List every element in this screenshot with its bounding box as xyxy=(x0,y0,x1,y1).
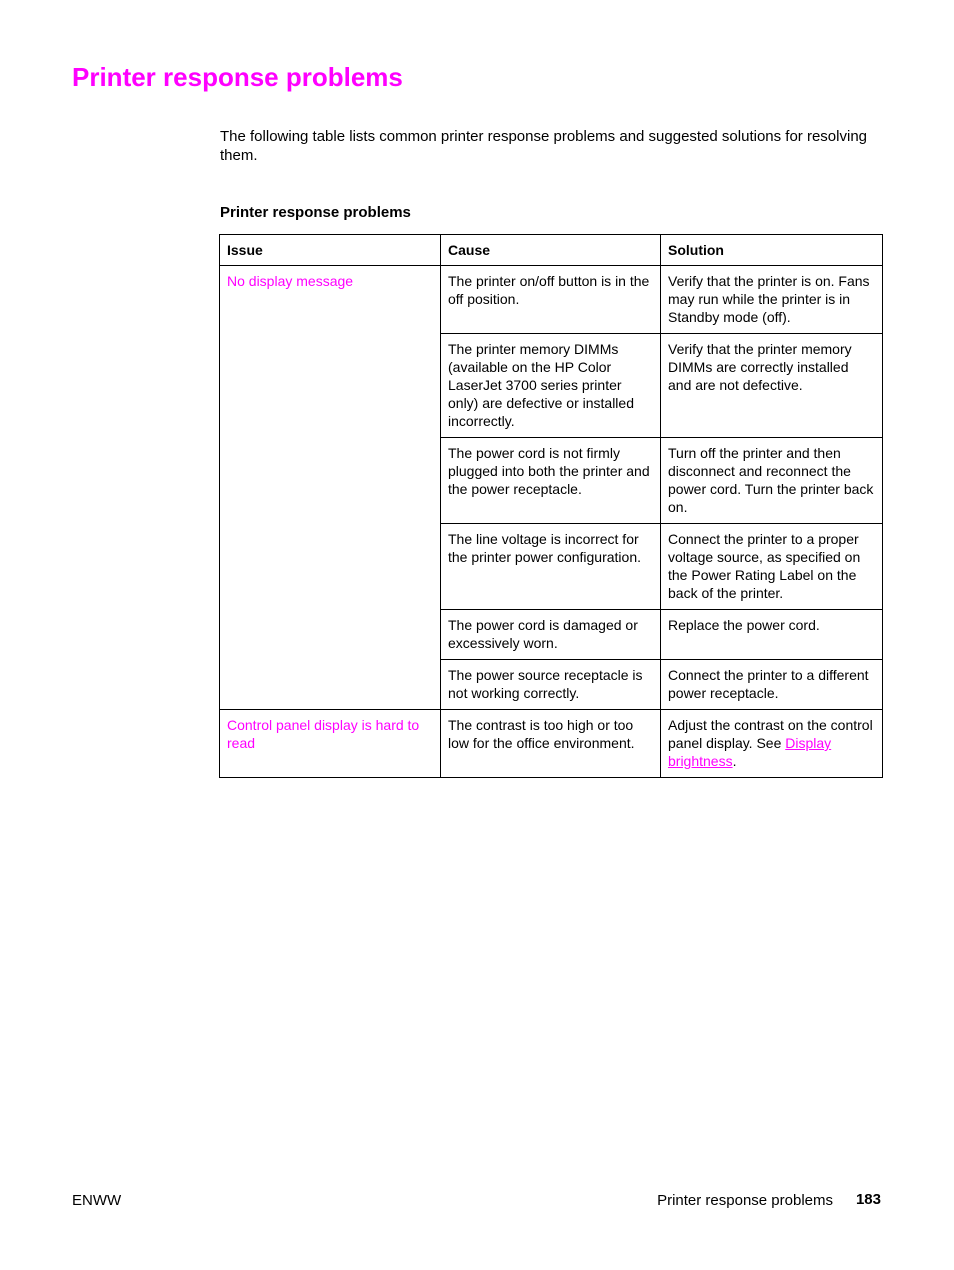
table-caption: Printer response problems xyxy=(220,204,411,221)
footer-section-title: Printer response problems xyxy=(657,1192,833,1209)
solution-cell: Verify that the printer is on. Fans may run while the printer is in Standby mode (off). xyxy=(661,266,883,334)
table-header-row xyxy=(220,235,883,266)
cause-cell: The power source receptacle is not working correctly. xyxy=(441,660,661,710)
issue-link-no-display-message[interactable]: No display message xyxy=(220,266,441,710)
page-title: Printer response problems xyxy=(72,62,403,92)
solution-text-end: . xyxy=(732,753,737,769)
cause-cell: The power cord is damaged or excessively worn. xyxy=(441,610,661,660)
solution-text: Adjust the contrast on the control panel display. See xyxy=(668,717,873,751)
solution-cell: Connect the printer to a proper voltage source, as specified on the Power Rating Label on the back of the printer. xyxy=(661,524,883,610)
cause-cell: The printer memory DIMMs (available on the HP Color LaserJet 3700 series printer only) are defective or installed incorrectly. xyxy=(441,334,661,438)
header-cause: Cause xyxy=(441,235,661,266)
solution-cell: Replace the power cord. xyxy=(661,610,883,660)
intro-paragraph: The following table lists common printer response problems and suggested solutions for resolving them. xyxy=(220,128,867,164)
page-number: 183 xyxy=(855,1191,881,1208)
cause-cell: The line voltage is incorrect for the printer power configuration. xyxy=(441,524,661,610)
printer-response-table xyxy=(219,234,883,778)
issue-link-control-panel-display[interactable]: Control panel display is hard to read xyxy=(220,710,441,778)
cause-cell: The contrast is too high or too low for the office environment. xyxy=(441,710,661,778)
cause-cell: The printer on/off button is in the off position. xyxy=(441,266,661,334)
header-solution: Solution xyxy=(661,235,883,266)
header-issue: Issue xyxy=(220,235,441,266)
footer-enww: ENWW xyxy=(72,1192,122,1209)
solution-cell: Verify that the printer memory DIMMs are correctly installed and are not defective. xyxy=(661,334,883,438)
cause-cell: The power cord is not firmly plugged into both the printer and the power receptacle. xyxy=(441,438,661,524)
solution-cell: Turn off the printer and then disconnect and reconnect the power cord. Turn the printer back on. xyxy=(661,438,883,524)
table-row xyxy=(220,266,883,334)
solution-cell: Connect the printer to a different power receptacle. xyxy=(661,660,883,710)
display-brightness-link[interactable]: Display brightness xyxy=(668,735,832,769)
table-row xyxy=(220,710,883,778)
solution-cell xyxy=(661,710,883,778)
